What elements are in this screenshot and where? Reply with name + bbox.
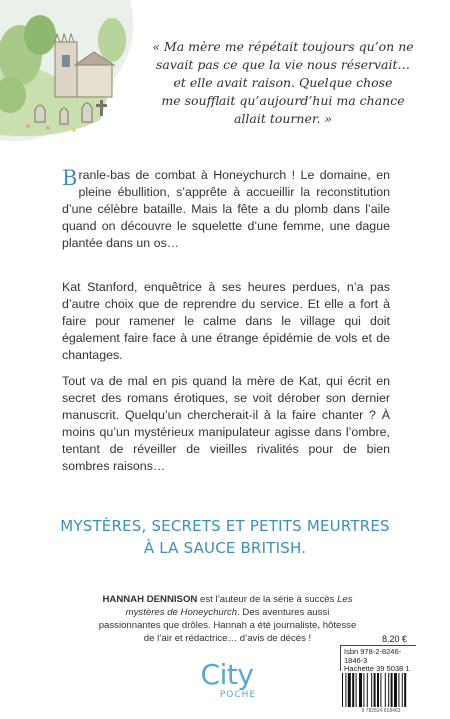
logo-name: City	[200, 658, 254, 691]
synopsis-paragraph-3: Tout va de mal en pis quand la mère de Kat, qui écrit en secret des romans érotiques, se voit dérober son dernier manuscrit. Quelqu’un chercherait-il à la faire chanter ? À moins qu’un mystérieux manipulateur agisse dans l’ombre, tentant de réveiller de vieilles rivalités pour de bien sombres raisons…	[62, 374, 390, 473]
barcode-bar	[377, 673, 379, 707]
barcode-bar	[402, 673, 403, 707]
barcode-bar	[380, 673, 381, 707]
barcode-bar	[391, 673, 393, 707]
barcode-bar	[367, 673, 368, 707]
quote-line: savait pas ce que la vie nous réservait…	[155, 57, 411, 72]
quote-line: « Ma mère me répétait toujours qu’on ne	[152, 39, 414, 54]
barcode	[340, 672, 422, 712]
bio-text-1: est l’auteur de la série à succès	[197, 594, 338, 605]
barcode-bar	[342, 673, 343, 707]
author-bio	[95, 593, 360, 645]
barcode-bar	[359, 673, 362, 707]
hachette-code: Hachette 39 5038 1	[344, 664, 410, 673]
pull-quote	[148, 38, 418, 128]
barcode-bar	[398, 673, 399, 707]
tagline-line-1: MYSTÈRES, SECRETS ET PETITS MEURTRES	[60, 517, 390, 535]
quote-line: allait tourner. »	[233, 111, 333, 126]
barcode-bar	[371, 673, 372, 707]
barcode-bar	[348, 673, 351, 707]
bio-text-2: . Des aventures aussi passionnantes que drôles. Hannah a été journaliste, hôtesse de l’air et rédactrice… d’avis de décès !	[98, 607, 357, 644]
series-title: Les mystères de Honeychurch	[125, 594, 353, 618]
price: 8.20 €	[382, 634, 408, 644]
tagline	[40, 515, 410, 559]
barcode-bar	[404, 673, 406, 707]
tagline-line-2: À LA SAUCE BRITISH.	[143, 539, 307, 557]
village-church-illustration	[0, 0, 150, 150]
author-name: HANNAH DENNISON	[102, 594, 198, 605]
quote-line: me soufflait qu’aujourd’hui ma chance	[161, 93, 405, 108]
barcode-bar	[352, 673, 354, 707]
synopsis-text: ranle-bas de combat à Honeychurch ! Le domaine, en pleine ébullition, s’apprête à accueillir la reconstitution d’une célèbre bataille. Mais la fête a du plomb dans l’aile quand on découvre le squelette d’une femme, une dague plantée dans un os…	[62, 168, 390, 250]
city-poche-logo	[182, 660, 272, 715]
barcode-bar	[363, 673, 364, 707]
barcode-bar	[394, 673, 397, 707]
synopsis-paragraph-1	[62, 167, 390, 252]
barcode-digits: 9 782824 618463	[361, 708, 401, 714]
isbn-block	[340, 645, 416, 671]
quote-line: et elle avait raison. Quelque chose	[173, 75, 393, 90]
isbn-line: Isbn 978-2-8246-1846-3	[344, 647, 402, 665]
logo-sub: POCHE	[219, 690, 257, 700]
barcode-bar	[356, 673, 357, 707]
drop-cap: B	[62, 166, 78, 190]
synopsis-paragraph-2: Kat Stanford, enquêtrice à ses heures perdues, n’a pas d’autre choix que de reprendre du service. Et elle a fort à faire pour ramener le calme dans le village qui doit également faire face à une étrange épidémie de vols et de chantages.	[62, 280, 390, 362]
barcode-bar	[374, 673, 376, 707]
barcode-bar	[385, 673, 386, 707]
barcode-bar	[345, 673, 346, 707]
barcode-bar	[388, 673, 389, 707]
